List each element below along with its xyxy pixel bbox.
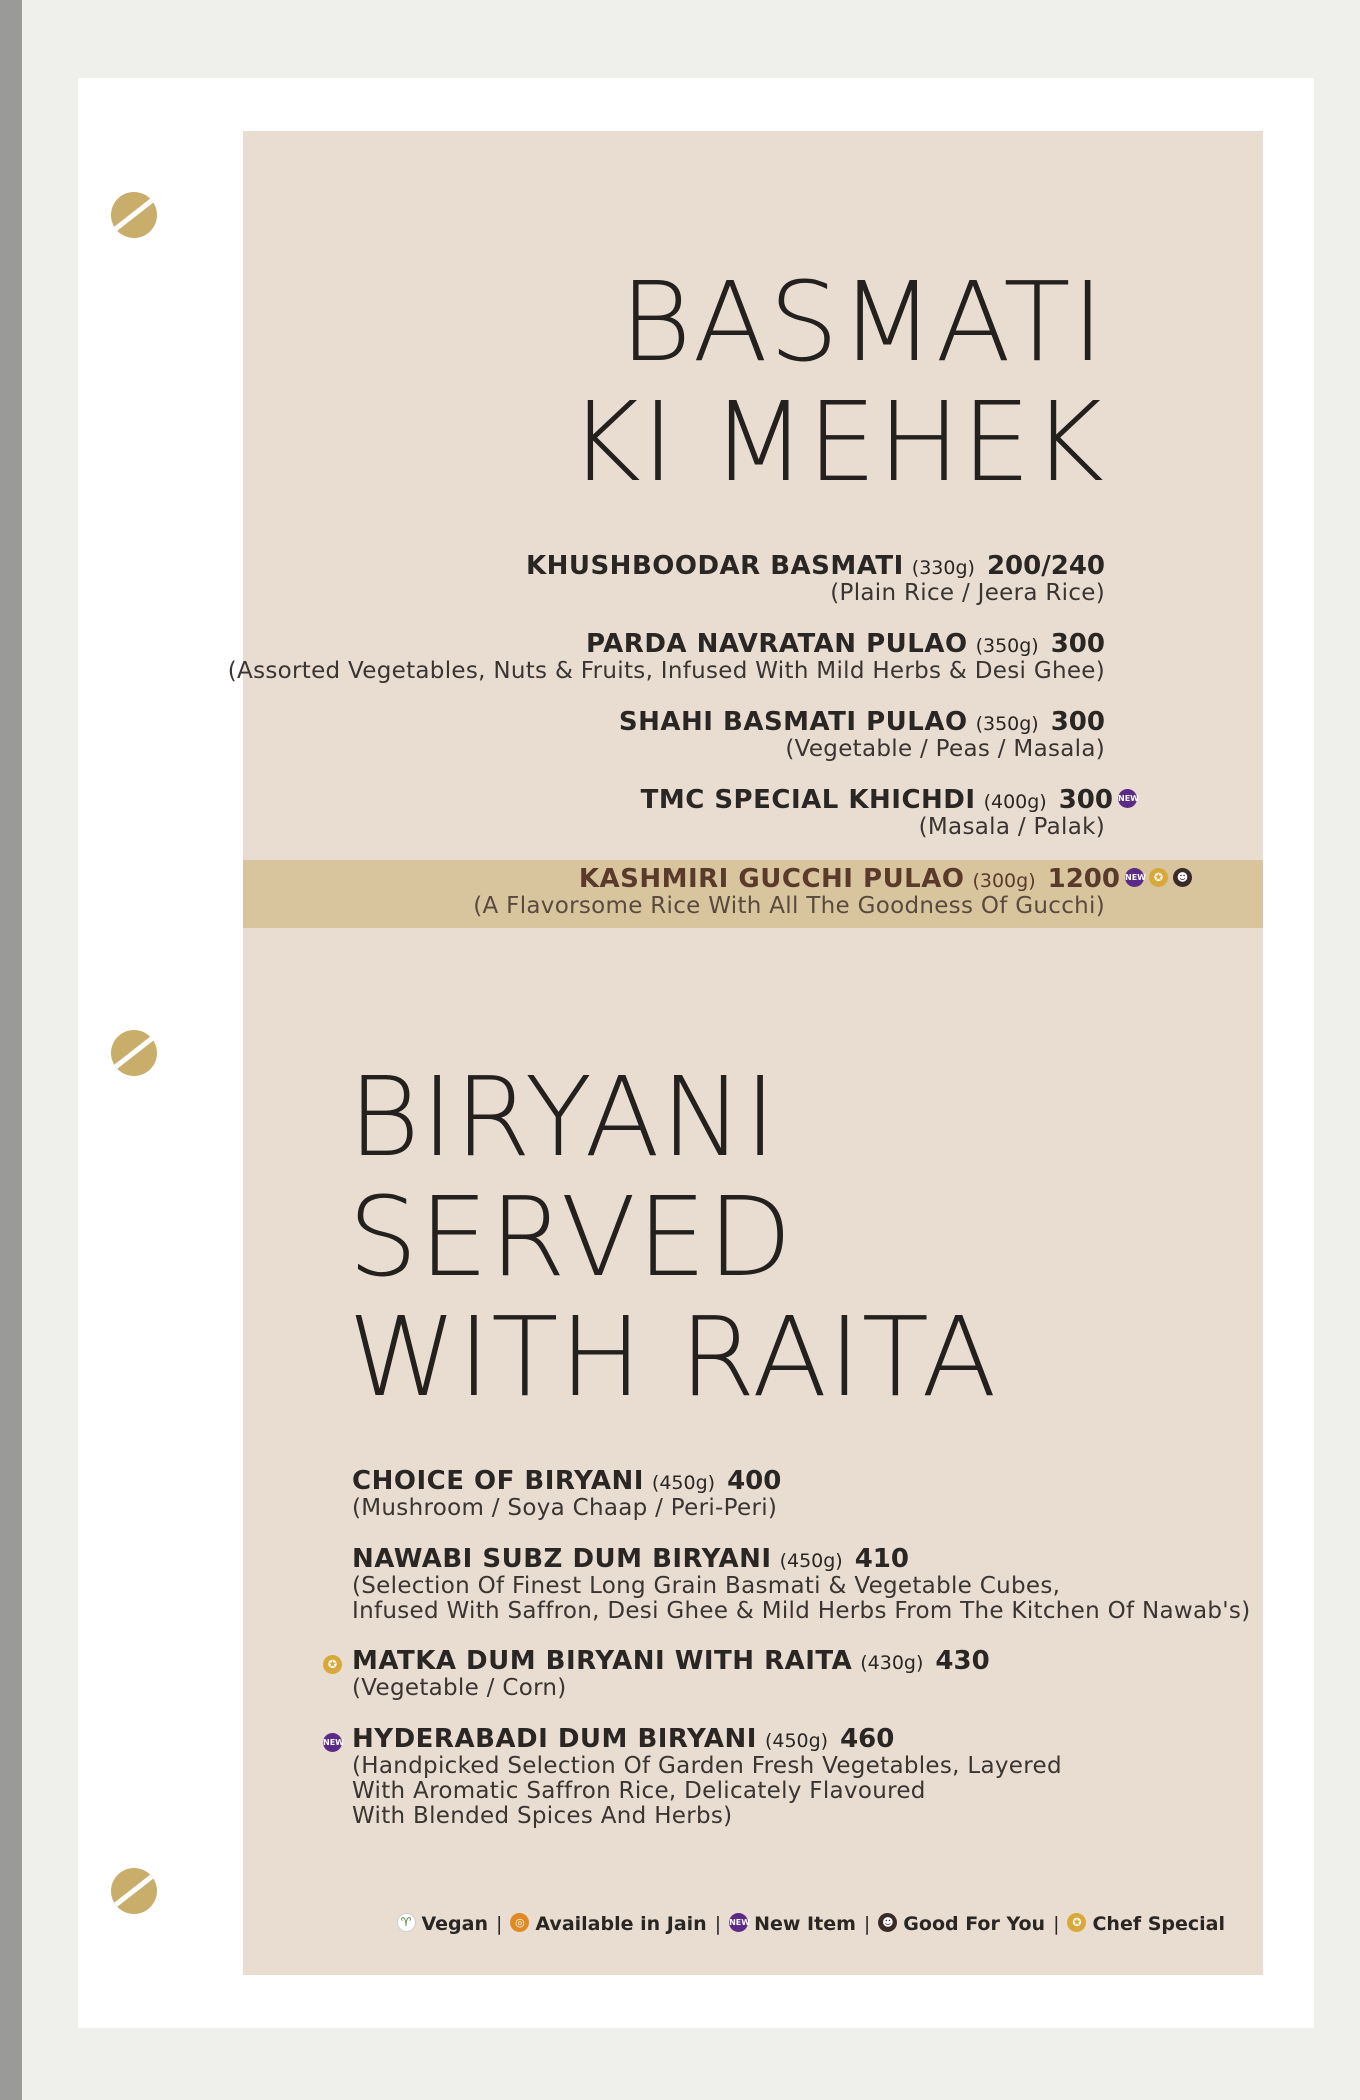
- item-name: KASHMIRI GUCCHI PULAO: [578, 864, 965, 894]
- item-name: HYDERABADI DUM BIRYANI: [352, 1724, 757, 1754]
- item-description: With Aromatic Saffron Rice, Delicately Flavoured: [352, 1778, 926, 1804]
- item-price: 460: [840, 1724, 895, 1754]
- legend-separator: |: [496, 1913, 503, 1935]
- item-name: CHOICE OF BIRYANI: [352, 1466, 644, 1496]
- item-name: TMC SPECIAL KHICHDI: [640, 785, 976, 815]
- new-item-icon: NEW: [323, 1733, 342, 1752]
- item-weight: (450g): [779, 1550, 843, 1572]
- legend-jain: Available in Jain: [535, 1913, 707, 1935]
- menu-item-nawabi-subz-dum-biryani[interactable]: [352, 1544, 1250, 1624]
- section-title-line: WITH RAITA: [348, 1293, 998, 1421]
- chef-special-icon: ✪: [1067, 1913, 1086, 1932]
- section-title-line: KI MEHEK: [568, 378, 1105, 506]
- menu-item-parda-navratan-pulao[interactable]: [228, 629, 1105, 684]
- icon-legend: [397, 1913, 1226, 1935]
- item-name: MATKA DUM BIRYANI WITH RAITA: [352, 1646, 853, 1676]
- item-weight: (330g): [911, 557, 975, 579]
- legend-separator: |: [714, 1913, 722, 1935]
- menu-item-khushboodar-basmati[interactable]: [526, 551, 1105, 606]
- item-description: (Mushroom / Soya Chaap / Peri-Peri): [352, 1495, 778, 1521]
- item-price: 410: [854, 1544, 909, 1574]
- new-item-icon: NEW: [729, 1913, 748, 1932]
- menu-item-choice-of-biryani[interactable]: [352, 1466, 781, 1521]
- legend-vegan: Vegan: [421, 1913, 488, 1935]
- punch-hole-top: [111, 192, 157, 238]
- item-description: (Assorted Vegetables, Nuts & Fruits, Infused With Mild Herbs & Desi Ghee): [227, 658, 1105, 684]
- vegan-icon: ♈: [397, 1913, 416, 1932]
- legend-good: Good For You: [903, 1913, 1046, 1935]
- section-title-line: SERVED: [348, 1173, 794, 1301]
- item-weight: (350g): [975, 713, 1039, 735]
- legend-separator: |: [863, 1913, 871, 1935]
- item-name: NAWABI SUBZ DUM BIRYANI: [352, 1544, 772, 1574]
- item-name: PARDA NAVRATAN PULAO: [586, 629, 968, 659]
- chef-special-icon: ✪: [1149, 868, 1168, 887]
- good-for-you-icon: ☻: [878, 1913, 897, 1932]
- item-description: (Vegetable / Corn): [352, 1675, 567, 1701]
- left-edge-strip: [0, 0, 22, 2100]
- item-weight: (300g): [972, 870, 1036, 892]
- legend-chef: Chef Special: [1092, 1913, 1225, 1935]
- section-title-line: BIRYANI: [348, 1053, 778, 1181]
- menu-item-hyderabadi-dum-biryani[interactable]: [352, 1724, 1062, 1829]
- section-title-line: BASMATI: [619, 258, 1105, 386]
- menu-item-tmc-special-khichdi[interactable]: [641, 785, 1137, 840]
- menu-item-matka-dum-biryani[interactable]: [352, 1646, 990, 1701]
- item-description: (Plain Rice / Jeera Rice): [830, 580, 1105, 606]
- section-title-biryani: [348, 1053, 998, 1421]
- legend-separator: |: [1053, 1913, 1060, 1935]
- item-name: KHUSHBOODAR BASMATI: [525, 551, 904, 581]
- item-description: (Masala / Palak): [918, 814, 1105, 840]
- item-description: With Blended Spices And Herbs): [352, 1803, 733, 1829]
- item-weight: (450g): [764, 1730, 829, 1752]
- item-weight: (400g): [983, 791, 1047, 813]
- item-description: (Selection Of Finest Long Grain Basmati & Vegetable Cubes,: [352, 1573, 1061, 1599]
- menu-item-shahi-basmati-pulao[interactable]: [619, 707, 1105, 762]
- item-description: Infused With Saffron, Desi Ghee & Mild Herbs From The Kitchen Of Nawab's): [352, 1598, 1251, 1624]
- item-price: 400: [727, 1466, 782, 1496]
- item-description: (A Flavorsome Rice With All The Goodness Of Gucchi): [473, 893, 1105, 919]
- item-price: 300: [1050, 629, 1105, 659]
- item-description: (Vegetable / Peas / Masala): [785, 736, 1105, 762]
- legend-new: New Item: [754, 1913, 856, 1935]
- item-price: 1200: [1047, 864, 1120, 894]
- item-description: (Handpicked Selection Of Garden Fresh Vegetables, Layered: [352, 1753, 1062, 1779]
- punch-hole-middle: [111, 1030, 157, 1076]
- new-item-icon: NEW: [1125, 868, 1144, 887]
- item-price: 300: [1058, 785, 1113, 815]
- new-item-icon: NEW: [1118, 789, 1137, 808]
- good-for-you-icon: ☻: [1173, 868, 1192, 887]
- item-weight: (450g): [651, 1472, 716, 1494]
- chef-special-icon: ✪: [323, 1655, 342, 1674]
- item-price: 430: [935, 1646, 990, 1676]
- section-title-basmati: [568, 258, 1105, 506]
- item-price: 300: [1050, 707, 1105, 737]
- item-name: SHAHI BASMATI PULAO: [618, 707, 968, 737]
- item-weight: (350g): [975, 635, 1039, 657]
- item-price: 200/240: [986, 551, 1105, 581]
- punch-hole-bottom: [111, 1868, 157, 1914]
- item-weight: (430g): [860, 1652, 924, 1674]
- jain-icon: ◎: [510, 1913, 529, 1932]
- menu-item-kashmiri-gucchi-pulao[interactable]: [473, 864, 1192, 919]
